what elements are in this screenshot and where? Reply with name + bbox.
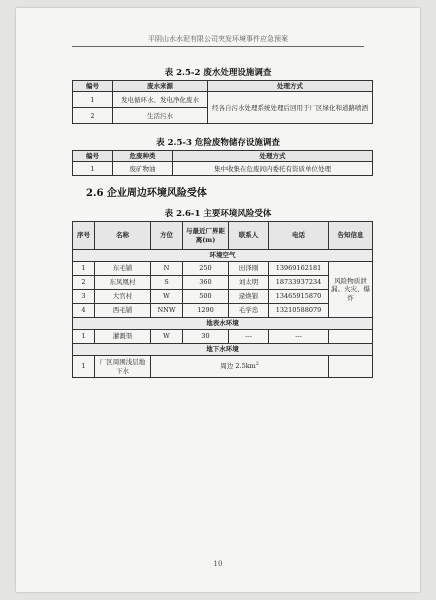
hazardous-waste-table [72,150,373,176]
table-row [73,92,373,108]
table1-caption: 表 2.5-2 废水处理设施调查 [164,68,272,78]
cell-direction: W [151,290,183,304]
wastewater-table [72,80,373,124]
cell-name: 西毛铺 [95,304,151,318]
cell-contact: --- [229,330,269,344]
table1-header-source: 废水来源 [113,81,208,92]
cell-method: 集中收集在危废间内委托有资质单位处理 [173,162,373,176]
cell-method: 经各自污水处理系统处理后回用于厂区绿化和道路喷洒 [208,92,373,124]
table3-header-contact: 联系人 [229,222,269,250]
table-row [73,330,373,344]
cell-name: 东毛铺 [95,262,151,276]
cell-contact: 田泽刚 [229,262,269,276]
range-text: 周边 2.5km [220,362,256,371]
cell-phone: 13465915870 [269,290,329,304]
table-row [73,304,373,318]
cell-name: 厂区周围浅层地下水 [95,356,151,378]
cell-phone: 18733937234 [269,276,329,290]
cell-no: 1 [73,330,95,344]
table-row [73,290,373,304]
table2-header-type: 危废种类 [113,151,173,162]
category-row-air [73,250,373,262]
cell-contact: 毛学忠 [229,304,269,318]
table3-header-distance: 与最近厂界距离(m) [183,222,229,250]
cell-no: 1 [73,262,95,276]
document-page [16,8,420,592]
cell-contact: 刘太明 [229,276,269,290]
cell-no: 3 [73,290,95,304]
table2-caption: 表 2.5-3 危险废物储存设施调查 [156,138,280,148]
cell-source: 生活污水 [113,108,208,124]
cell-no: 2 [73,276,95,290]
category-label: 地表水环境 [73,318,373,330]
table-row [73,162,373,176]
cell-phone: 13210588079 [269,304,329,318]
section-heading: 2.6 企业周边环境风险受体 [86,188,207,199]
table2-header-method: 处理方式 [173,151,373,162]
category-row-ground [73,344,373,356]
cell-no: 1 [73,92,113,108]
cell-name: 灌溉渠 [95,330,151,344]
cell-notice [329,356,373,378]
page-number: 10 [213,560,223,568]
cell-distance: 500 [183,290,229,304]
cell-distance: 1290 [183,304,229,318]
cell-direction: NNW [151,304,183,318]
cell-no: 1 [73,356,95,378]
cell-source: 发电循环水、发电净化废水 [113,92,208,108]
table-row [73,356,373,378]
cell-notice: 风险物质泄漏、火灾、爆炸 [329,262,373,318]
cell-distance: 250 [183,262,229,276]
cell-direction: W [151,330,183,344]
category-row-surface [73,318,373,330]
cell-phone: 13969162181 [269,262,329,276]
range-superscript: 2 [255,362,259,368]
category-label: 地下水环境 [73,344,373,356]
category-label: 环境空气 [73,250,373,262]
table1-header-method: 处理方式 [208,81,373,92]
table-row [73,276,373,290]
cell-phone: --- [269,330,329,344]
cell-no: 2 [73,108,113,124]
table3-header-phone: 电话 [269,222,329,250]
table-row [73,262,373,276]
table3-header-name: 名称 [95,222,151,250]
table3-header-direction: 方位 [151,222,183,250]
cell-contact: 逯焕银 [229,290,269,304]
cell-direction: N [151,262,183,276]
risk-receptor-table [72,221,373,378]
table2-header-no: 编号 [73,151,113,162]
cell-distance: 360 [183,276,229,290]
table3-header-no: 序号 [73,222,95,250]
cell-type: 废矿物油 [113,162,173,176]
table1-header-no: 编号 [73,81,113,92]
cell-name: 东凤凰村 [95,276,151,290]
cell-name: 大官村 [95,290,151,304]
table3-caption: 表 2.6-1 主要环境风险受体 [164,209,272,219]
cell-range [151,356,329,378]
table3-header-notice: 告知信息 [329,222,373,250]
cell-distance: 30 [183,330,229,344]
cell-notice [329,330,373,344]
cell-no: 1 [73,162,113,176]
page-header: 平阴山水水泥有限公司突发环境事件应急预案 [72,34,364,47]
cell-direction: S [151,276,183,290]
cell-no: 4 [73,304,95,318]
